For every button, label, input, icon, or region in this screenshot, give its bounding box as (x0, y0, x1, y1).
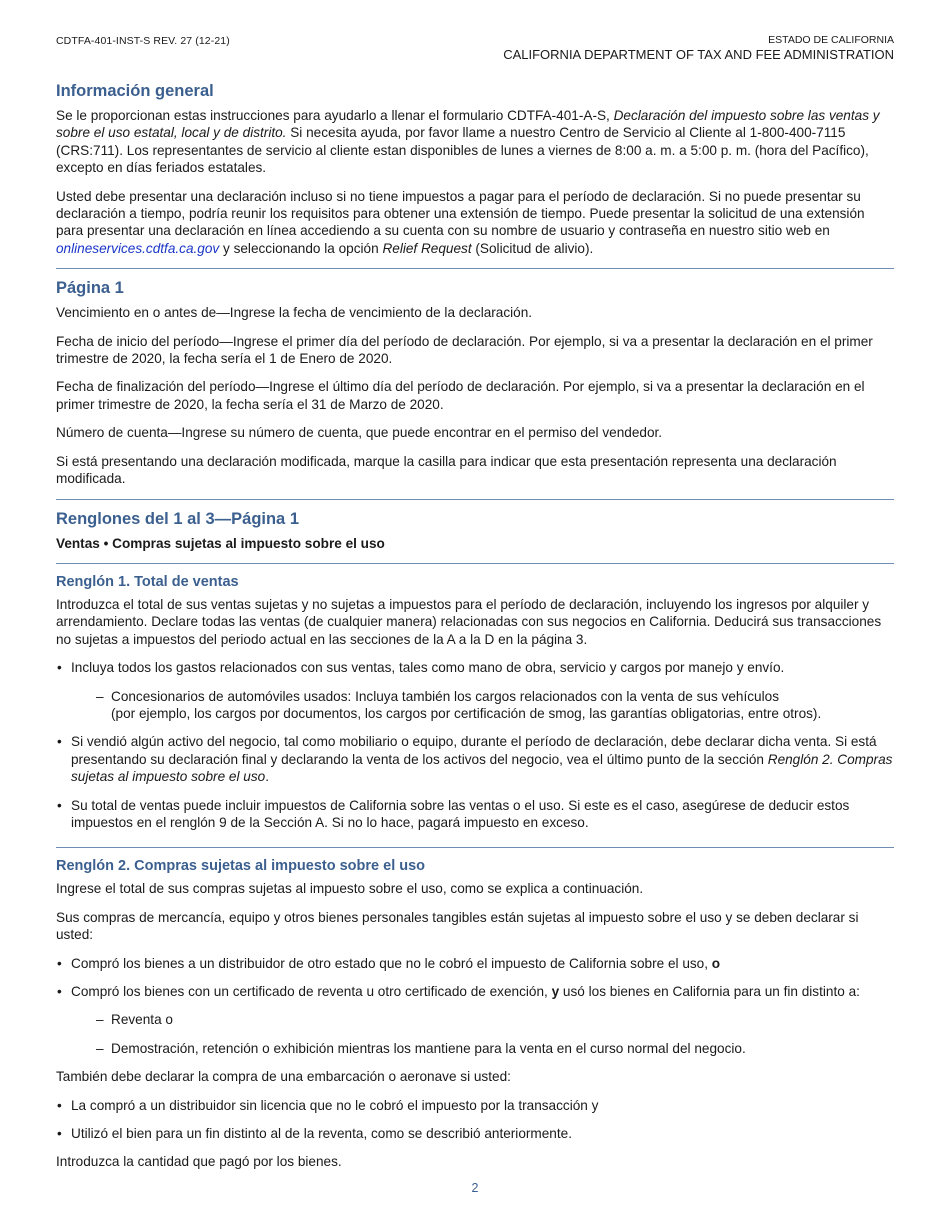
line2-bullets-2 (56, 1097, 894, 1143)
list-item: • Utilizó el bien para un fin distinto al de la reventa, como se describió anteriormente. (56, 1125, 894, 1142)
page1-paragraph: Número de cuenta—Ingrese su número de cuenta, que puede encontrar en el permiso del vendedor. (56, 425, 663, 441)
document-body (56, 82, 894, 1182)
line1-intro: Introduzca el total de sus ventas sujetas y no sujetas a impuestos para el período de declaración, incluyendo los ingresos por alquiler y arrendamiento. Declare todas las ventas (de cualquier manera) relacionadas con sus negocios en California. Deducirá sus transacciones no sujetas a impuestos del periodo actual en las secciones de la A a la D en la página 3. (56, 596, 882, 647)
line2-bullets (56, 955, 894, 1001)
section-reference-italic: Renglón 2. Compras sujetas al impuesto sobre el uso (71, 751, 893, 785)
text-span: y seleccionando la opción (219, 240, 383, 256)
section-divider (56, 563, 894, 564)
page1-heading: Página 1 (56, 279, 124, 298)
text-span: (por ejemplo, los cargos por documentos, los cargos por certificación de smog, las garantías obligatorias, entre otros). (111, 705, 822, 721)
lines-1-3-subtitle: Ventas • Compras sujetas al impuesto sobre el uso (56, 535, 385, 551)
list-item: – Demostración, retención o exhibición mientras los mantiene para la venta en el curso normal del negocio. (56, 1040, 894, 1057)
line1-bullets (56, 659, 894, 676)
list-item (56, 733, 894, 785)
page-number: 2 (471, 1181, 479, 1195)
page1-paragraph: Si está presentando una declaración modificada, marque la casilla para indicar que esta presentación representa una declaración modificada. (56, 453, 837, 487)
text-span: Si vendió algún activo del negocio, tal como mobiliario o equipo, durante el período de declaración, debe declarar dicha venta. Si está presentando su declaración final y declarando la venta de los activos del negocio, vea el último punto de la sección (71, 734, 877, 767)
bold-conjunction: o (711, 955, 721, 971)
text-span: Concesionarios de automóviles usados: Incluya también los cargos relacionados con la venta de sus vehículos (111, 688, 779, 704)
line2-paragraph: Sus compras de mercancía, equipo y otros bienes personales tangibles están sujetas al impuesto sobre el uso y se deben declarar si usted: (56, 909, 859, 943)
text-span: Compró los bienes con un certificado de reventa u otro certificado de exención, (71, 984, 552, 999)
page1-paragraph: Fecha de finalización del período—Ingrese el último día del período de declaración. Por ejemplo, si va a presentar la declaración en el primer trimestre de 2020, la fecha sería el 31 de Marzo de 2020. (56, 379, 865, 412)
text-span: Usted debe presentar una declaración incluso si no tiene impuestos a pagar para el período de declaración. Si no puede presentar su declaración a tiempo, podría reunir los requisitos para obtener una extensión de tiempo. Puede presentar la solicitud de una extensión para presentar una declaración en línea accediendo a su cuenta con su nombre de usuario y contraseña en nuestro sitio web en (56, 188, 865, 239)
line2-paragraph: También debe declarar la compra de una embarcación o aeronave si usted: (56, 1069, 511, 1085)
list-item (56, 983, 894, 1000)
text-span: (Solicitud de alivio). (471, 240, 594, 256)
general-info-paragraph-1 (56, 107, 894, 177)
line2-subitems (56, 1011, 894, 1057)
general-info-paragraph-2 (56, 188, 894, 258)
list-item: • Incluya todos los gastos relacionados con sus ventas, tales como mano de obra, servicio y cargos por manejo y envío. (56, 659, 894, 676)
text-span: . (265, 769, 269, 785)
form-id: CDTFA-401-INST-S REV. 27 (12-21) (56, 35, 230, 47)
section-divider (56, 268, 894, 269)
general-info-heading: Información general (56, 82, 214, 100)
text-span: usó los bienes en California para un fin distinto a: (559, 984, 860, 999)
section-divider (56, 847, 894, 848)
list-item (56, 688, 894, 723)
bold-conjunction: y (551, 984, 560, 999)
list-item: • Su total de ventas puede incluir impuestos de California sobre las ventas o el uso. Si este es el caso, asegúrese de deducir estos impuestos en el renglón 9 de la Sección A. Si no lo hace, pagará impuesto en exceso. (56, 797, 894, 832)
form-title-italic: Declaración del impuesto sobre las ventas y sobre el uso estatal, local y de distrito. (56, 108, 880, 141)
text-span: Si necesita ayuda, por favor llame a nuestro Centro de Servicio al Cliente al 1-800-400-7115 (CRS:711). Los representantes de servicio al cliente estan disponibles de lunes a viernes de 8:00 a. m. a 5:00 p. m. (hora del Pacífico), excepto en días feriados estatales. (56, 125, 869, 176)
section-divider (56, 499, 894, 500)
page1-paragraph: Fecha de inicio del período—Ingrese el primer día del período de declaración. Por ejemplo, si va a presentar la declaración en el primer trimestre de 2020, la fecha sería el 1 de Enero de 2020. (56, 333, 873, 367)
header-agency (503, 34, 894, 62)
list-item: • La compró a un distribuidor sin licencia que no le cobró el impuesto por la transacción y (56, 1097, 894, 1114)
line1-heading: Renglón 1. Total de ventas (56, 573, 239, 590)
lines-1-3-heading: Renglones del 1 al 3—Página 1 (56, 509, 299, 528)
department-name: CALIFORNIA DEPARTMENT OF TAX AND FEE ADMINISTRATION (503, 47, 894, 62)
relief-request-italic: Relief Request (382, 240, 472, 256)
page1-paragraph: Vencimiento en o antes de—Ingrese la fecha de vencimiento de la declaración. (56, 305, 533, 321)
line2-paragraph: Ingrese el total de sus compras sujetas al impuesto sobre el uso, como se explica a continuación. (56, 881, 644, 897)
list-item (56, 955, 894, 972)
line2-heading: Renglón 2. Compras sujetas al impuesto sobre el uso (56, 858, 426, 875)
online-services-link[interactable]: onlineservices.cdtfa.ca.gov (56, 240, 220, 256)
text-span: Se le proporcionan estas instrucciones para ayudarlo a llenar el formulario CDTFA-401-A-S, (56, 108, 614, 123)
text-span: Compró los bienes a un distribuidor de otro estado que no le cobró el impuesto de California sobre el uso, (71, 955, 712, 971)
line1-subitems (56, 688, 894, 723)
line1-bullets-2 (56, 733, 894, 831)
line2-paragraph: Introduzca la cantidad que pagó por los bienes. (56, 1154, 342, 1170)
state-name: ESTADO DE CALIFORNIA (768, 34, 894, 46)
list-item: – Reventa o (56, 1011, 894, 1028)
